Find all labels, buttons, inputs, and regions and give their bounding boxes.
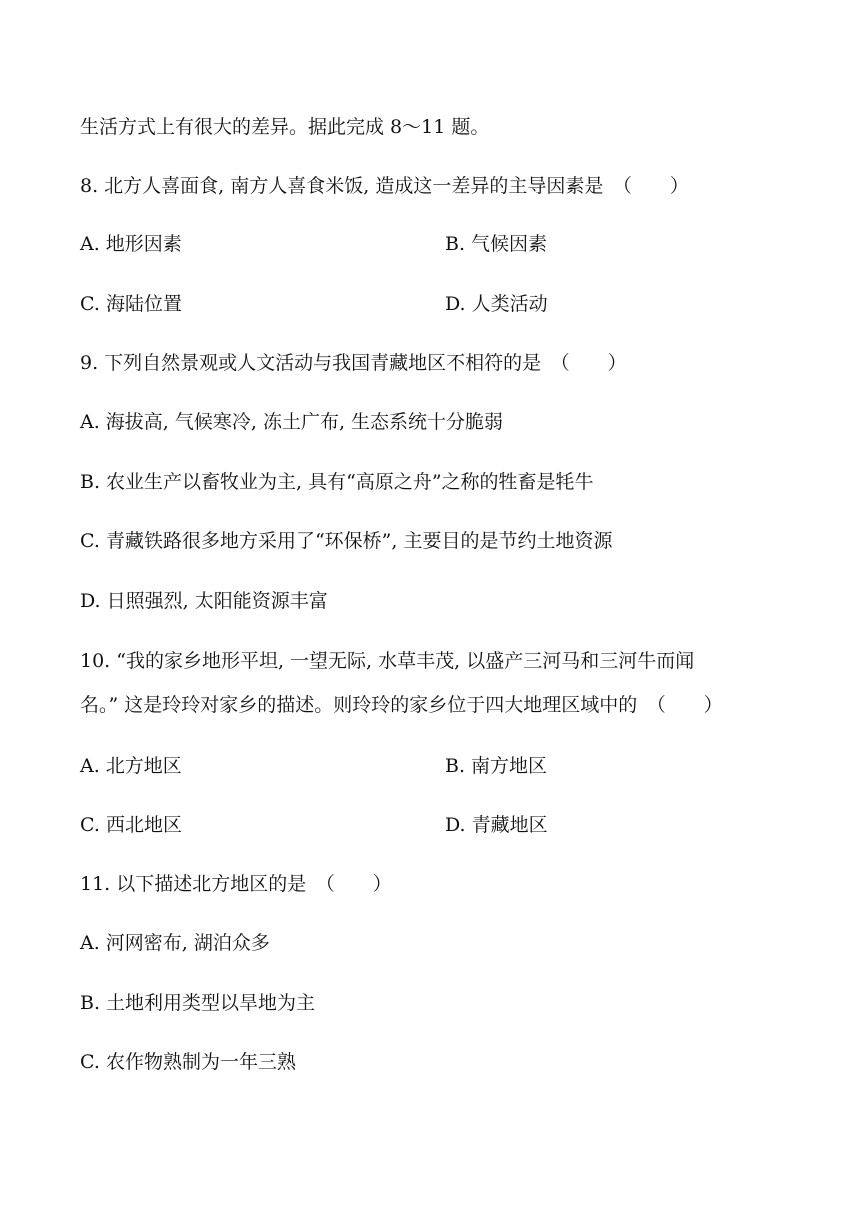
question-10-option-b: B. 南方地区 [445, 755, 548, 777]
question-9-stem: 9. 下列自然景观或人文活动与我国青藏地区不相符的是 （ ） [80, 352, 627, 374]
question-8-option-d: D. 人类活动 [445, 293, 548, 315]
question-9-option-a: A. 海拔高, 气候寒冷, 冻土广布, 生态系统十分脆弱 [80, 411, 504, 433]
question-11-option-b: B. 土地利用类型以旱地为主 [80, 992, 316, 1014]
question-10-option-d: D. 青藏地区 [445, 814, 548, 836]
question-10-stem-line1: 10. “我的家乡地形平坦, 一望无际, 水草丰茂, 以盛产三河马和三河牛而闻 [80, 650, 695, 672]
question-8-option-c: C. 海陆位置 [80, 293, 182, 315]
question-11-stem: 11. 以下描述北方地区的是 （ ） [80, 873, 392, 895]
intro-text: 生活方式上有很大的差异。据此完成 8～11 题。 [80, 116, 490, 138]
question-8-stem: 8. 北方人喜面食, 南方人喜食米饭, 造成这一差异的主导因素是 （ ） [80, 175, 689, 197]
question-10-stem-line2: 名。” 这是玲玲对家乡的描述。则玲玲的家乡位于四大地理区域中的 （ ） [80, 694, 723, 716]
question-11-option-c: C. 农作物熟制为一年三熟 [80, 1051, 296, 1073]
question-9-option-c: C. 青藏铁路很多地方采用了“环保桥”, 主要目的是节约土地资源 [80, 530, 613, 552]
question-9-option-b: B. 农业生产以畜牧业为主, 具有“高原之舟”之称的牲畜是牦牛 [80, 471, 594, 493]
question-11-option-a: A. 河网密布, 湖泊众多 [80, 932, 270, 954]
question-10-option-c: C. 西北地区 [80, 814, 182, 836]
question-9-option-d: D. 日照强烈, 太阳能资源丰富 [80, 590, 328, 612]
question-8-option-a: A. 地形因素 [80, 233, 182, 255]
question-8-option-b: B. 气候因素 [445, 233, 548, 255]
question-10-option-a: A. 北方地区 [80, 755, 182, 777]
